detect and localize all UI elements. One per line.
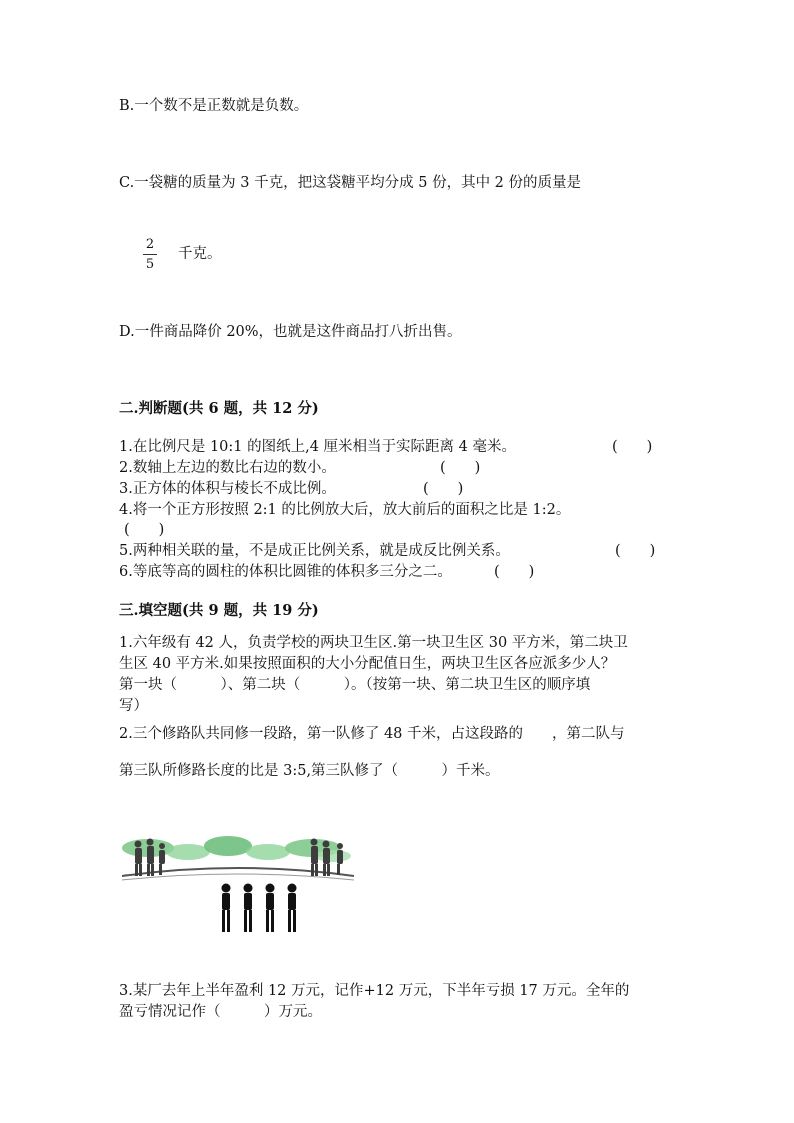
fill-q2-line-1: 2.三个修路队共同修一段路，第一队修了 48 千米，占这段路的 ，第二队与 (119, 726, 625, 742)
judge-item-1-blank[interactable]: ( ) (612, 439, 653, 455)
fraction-unit: 千克。 (178, 246, 222, 262)
section-2-title: 二.判断题(共 6 题，共 12 分) (119, 400, 319, 417)
fraction-numerator: 2 (145, 237, 155, 252)
option-d: D.一件商品降价 20%，也就是这件商品打八折出售。 (119, 324, 462, 340)
fill-q2-line-2: 第三队所修路长度的比是 3:5,第三队修了（ ）千米。 (119, 763, 500, 779)
judge-item-1-text: 1.在比例尺是 10:1 的图纸上,4 厘米相当于实际距离 4 毫米。 (119, 439, 516, 455)
fraction-two-fifths (143, 238, 157, 271)
fill-question-1 (119, 634, 628, 718)
judge-item-6-text: 6.等底等高的圆柱的体积比圆锥的体积多三分之二。 (119, 564, 452, 580)
fill-q3-line-2: 盈亏情况记作（ ）万元。 (119, 1004, 322, 1020)
fill-q1-line-3: 第一块（ ）、第二块（ ）。（按第一块、第二块卫生区的顺序填 (119, 677, 591, 693)
fill-q1-line-1: 1.六年级有 42 人，负责学校的两块卫生区.第一块卫生区 30 平方米，第二块卫 (119, 635, 628, 651)
road-edge (122, 874, 354, 880)
fraction-denominator: 5 (145, 257, 155, 272)
judge-item-5-blank[interactable]: ( ) (615, 543, 656, 559)
judge-item-4-blank[interactable]: ( ) (124, 522, 165, 538)
road-workers-illustration (118, 830, 358, 940)
fill-q1-line-2: 生区 40 平方米.如果按照面积的大小分配值日生，两块卫生区各应派多少人？ (119, 656, 616, 672)
judge-item-6-blank[interactable]: ( ) (494, 564, 535, 580)
left-workers (135, 839, 166, 877)
judge-item-3-text: 3.正方体的体积与棱长不成比例。 (119, 481, 336, 497)
judge-item-2-blank[interactable]: ( ) (440, 460, 481, 476)
fill-q1-line-4: 写） (119, 698, 148, 714)
right-workers (311, 839, 344, 877)
judge-item-1 (119, 438, 516, 457)
option-c: C.一袋糖的质量为 3 千克，把这袋糖平均分成 5 份，其中 2 份的质量是 (119, 175, 582, 191)
judge-item-4-text: 4.将一个正方形按照 2:1 的比例放大后，放大前后的面积之比是 1:2。 (119, 502, 571, 518)
judge-item-2-text: 2.数轴上左边的数比右边的数小。 (119, 460, 336, 476)
section-3-title: 三.填空题(共 9 题，共 19 分) (119, 602, 319, 619)
fill-question-3 (119, 982, 629, 1024)
option-b: B.一个数不是正数就是负数。 (119, 98, 309, 114)
fill-q3-line-1: 3.某厂去年上半年盈利 12 万元，记作+12 万元，下半年亏损 17 万元。全年的 (119, 983, 630, 999)
judge-item-5-text: 5.两种相关联的量，不是成正比例关系，就是成反比例关系。 (119, 543, 510, 559)
fraction-bar (143, 254, 157, 255)
road-line (122, 868, 354, 876)
judge-item-3-blank[interactable]: ( ) (423, 481, 464, 497)
crowd-silhouettes (222, 884, 297, 933)
